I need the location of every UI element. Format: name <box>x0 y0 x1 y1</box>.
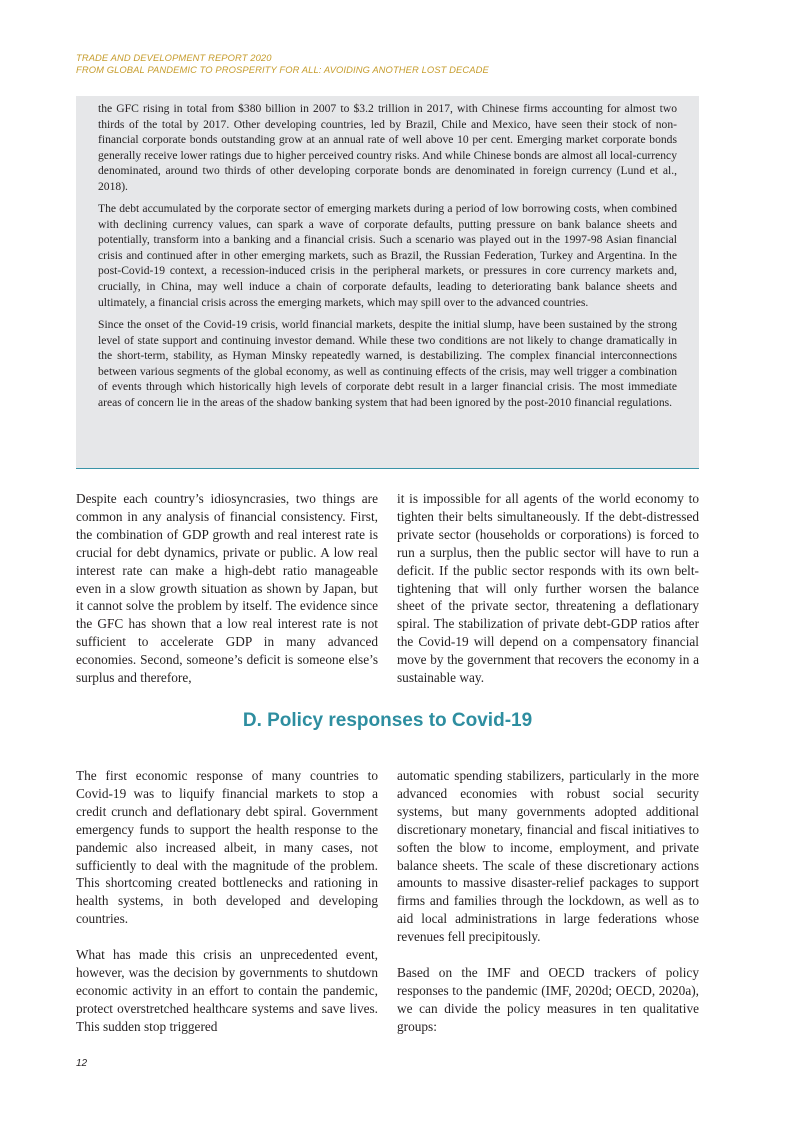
section-heading: D. Policy responses to Covid-19 <box>242 710 533 731</box>
body-top-columns <box>76 490 699 687</box>
body-bottom-right-column <box>397 767 699 1036</box>
box-paragraph-2: The debt accumulated by the corporate sector of emerging markets during a period of low borrowing costs, when combined with declining currency values, can spark a wave of corporate defaults, putting pressure on bank balance sheets and potentially, transform into a banking and a financial crisis. Such a scenario was played out in the 1997-98 Asian financial crisis and continued after in other emerging markets, such as Brazil, the Russian Federation, Turkey and Argentina. In the post-Covid-19 context, a recession-induced crisis in the peripheral markets, or pressures in core currency markets and, crucially, in China, may well induce a chain of corporate defaults, leading to deteriorating bank balance sheets and ultimately, a financial crisis across the emerging markets, which may spill over to the advanced countries. <box>98 202 677 309</box>
report-subtitle: FROM GLOBAL PANDEMIC TO PROSPERITY FOR ALL: AVOIDING ANOTHER LOST DECADE <box>76 64 489 75</box>
running-header <box>76 52 716 76</box>
text-box <box>76 96 699 469</box>
page-number: 12 <box>76 1058 88 1069</box>
body-bottom-left-column <box>76 767 378 1036</box>
body-paragraph: What has made this crisis an unprecedented event, however, was the decision by governments to shutdown economic activity in an effort to contain the pandemic, protect overstretched healthcare systems and save lives. This sudden stop triggered <box>76 947 378 1034</box>
body-paragraph: The first economic response of many countries to Covid-19 was to liquify financial markets to stop a credit crunch and deflationary debt spiral. Government emergency funds to support the health response to the pandemic also increased albeit, in many cases, not sufficiently to deal with the magnitude of the problem. This shortcoming created bottlenecks and rationing in health systems, in both developed and developing countries. <box>76 768 378 927</box>
body-top-left-column <box>76 490 378 687</box>
body-top-right-column <box>397 490 699 687</box>
box-paragraph-1: the GFC rising in total from $380 billion in 2007 to $3.2 trillion in 2017, with Chinese firms accounting for almost two thirds of the total by 2017. Other developing countries, led by Brazil, Chile and Mexico, have seen their stock of non-financial corporate bonds outstanding grow at an annual rate of well above 10 per cent. Emerging market corporate bonds generally receive lower ratings due to higher perceived country risks. And while Chinese bonds are almost all local-currency denominated, around two thirds of other developing corporate bonds are denominated in foreign currency (Lund et al., 2018). <box>98 102 677 193</box>
report-title: TRADE AND DEVELOPMENT REPORT 2020 <box>76 52 272 63</box>
body-bottom-columns <box>76 767 699 1036</box>
box-paragraph-3: Since the onset of the Covid-19 crisis, world financial markets, despite the initial slump, have been sustained by the strong level of state support and continuing investor demand. While these two conditions are not likely to change dramatically in the short-term, stability, as Hyman Minsky repeatedly warned, is destabilizing. The complex financial interconnections between various segments of the global economy, as well as continuing effects of the crisis, may well trigger a combination of events through which historically high levels of corporate debt result in a larger financial crisis. The most immediate areas of concern lie in the areas of the shadow banking system that had been ignored by the post-2010 financial regulations. <box>98 318 677 409</box>
body-paragraph: it is impossible for all agents of the world economy to tighten their belts simultaneously. If the debt-distressed private sector (households or corporations) is forced to run a surplus, then the public sector will have to run a deficit. If the public sector responds with its own belt-tightening that will only further worsen the balance sheet of the private sector, threatening a deflationary spiral. The stabilization of private debt-GDP ratios after the Covid-19 will depend on a compensatory financial move by the government that recovers the economy in a sustainable way. <box>397 491 699 686</box>
body-paragraph: Despite each country’s idiosyncrasies, two things are common in any analysis of financial consistency. First, the combination of GDP growth and real interest rate is crucial for debt dynamics, private or public. A low real interest rate can make a high-debt ratio manageable even in a slow growth situation as shown by Japan, but it cannot solve the problem by itself. The evidence since the GFC has shown that a low real interest rate is not sufficient to accelerate GDP in many advanced economies. Second, someone’s deficit is someone else’s surplus and therefore, <box>76 491 378 686</box>
body-paragraph: automatic spending stabilizers, particularly in the more advanced economies with robust social security systems, but many governments adopted additional discretionary monetary, financial and fiscal initiatives to soften the blow to income, employment, and private balance sheets. The scale of these discretionary actions amounts to massive disaster-relief packages to support firms and families through the lockdown, as well as to aid local administrations in large federations whose revenues fell precipitously. <box>397 768 699 945</box>
body-paragraph: Based on the IMF and OECD trackers of policy responses to the pandemic (IMF, 2020d; OECD, 2020a), we can divide the policy measures in ten qualitative groups: <box>397 964 699 1034</box>
